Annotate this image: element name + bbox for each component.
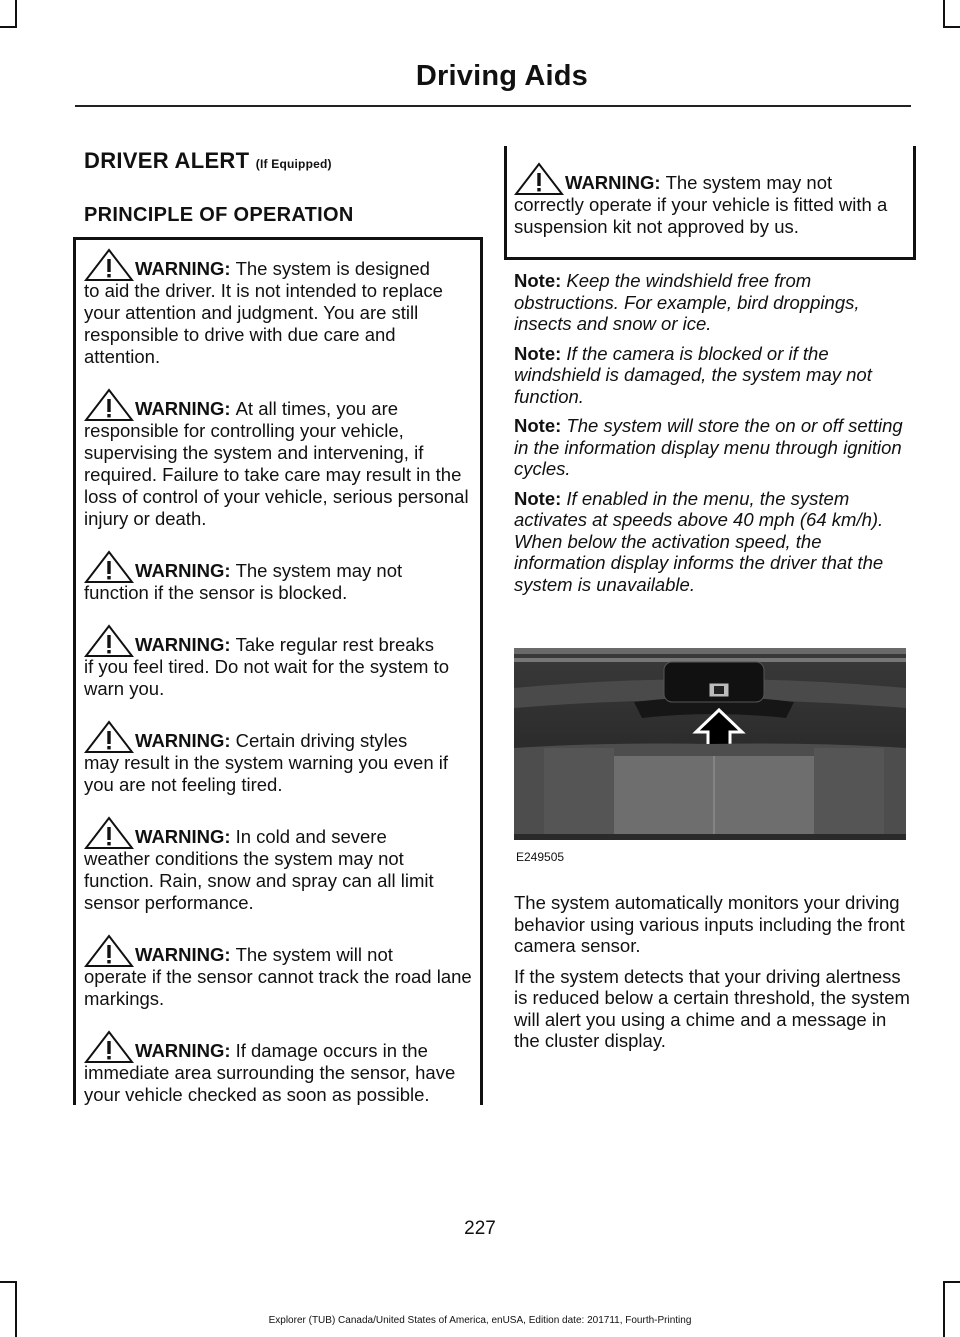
warning-label: WARNING:: [135, 634, 231, 655]
warning-triangle-icon: [84, 720, 134, 754]
warning-first-line: The system may not: [665, 172, 833, 193]
warning-triangle-icon: [84, 388, 134, 422]
warning-triangle-icon: [84, 624, 134, 658]
warning-text: to aid the driver. It is not intended to replace your attention and judgment. You are still responsible to drive with due care and attention.: [84, 280, 443, 367]
note-text: If enabled in the menu, the system activates at speeds above 40 mph (64 km/h). When below the activation speed, the information display informs the driver that the system is unavailable.: [514, 487, 884, 595]
warning-first-line: The system may not: [235, 560, 403, 581]
warning-text: if you feel tired. Do not wait for the system to warn you.: [84, 656, 450, 699]
warning-text: responsible for controlling your vehicle, supervising the system and intervening, if required. Failure to take care may result in the loss of control of your vehicle, serious personal injury or death.: [84, 420, 469, 529]
crop-mark: [943, 1281, 960, 1283]
warning-label: WARNING:: [135, 560, 231, 581]
warning-list: [84, 246, 476, 1124]
warning-first-line: Certain driving styles: [235, 730, 408, 751]
section-title-text: DRIVER ALERT: [84, 148, 250, 173]
subsection-title: PRINCIPLE OF OPERATION: [84, 204, 354, 226]
notes-list: [514, 270, 910, 603]
warning-text: correctly operate if your vehicle is fitted with a suspension kit not approved by us.: [514, 194, 888, 237]
warning-label: WARNING:: [135, 398, 231, 419]
warning-triangle-icon: [84, 248, 134, 282]
crop-mark: [0, 26, 17, 28]
warning-triangle-icon: [84, 934, 134, 968]
crop-mark: [943, 1281, 945, 1337]
note-label: Note:: [514, 487, 562, 509]
note-text: The system will store the on or off setting in the information display menu through ignition cycles.: [514, 415, 903, 479]
page-number: 227: [464, 1218, 496, 1239]
note-item: [514, 270, 910, 335]
warning-first-line: If damage occurs in the: [235, 1040, 428, 1061]
page-header-title: Driving Aids: [415, 60, 588, 92]
paragraph: The system automatically monitors your driving behavior using various inputs including the front camera sensor.: [514, 892, 905, 956]
crop-mark: [15, 0, 17, 28]
crop-mark: [943, 26, 960, 28]
warning-item: [84, 718, 476, 796]
crop-mark: [15, 1281, 17, 1337]
warning-triangle-icon: [84, 1030, 134, 1064]
note-label: Note:: [514, 415, 562, 436]
warning-item: [84, 814, 476, 914]
section-qualifier: (If Equipped): [255, 157, 332, 171]
warning-triangle-icon: [514, 162, 564, 196]
note-text: If the camera is blocked or if the windshield is damaged, the system may not function.: [514, 342, 872, 407]
figure-id: E249505: [516, 850, 565, 864]
body-text: [514, 892, 910, 1061]
warning-first-line: At all times, you are: [235, 398, 399, 419]
note-label: Note:: [514, 270, 562, 291]
warning-label: WARNING:: [135, 1040, 231, 1061]
warning-item: [84, 246, 476, 368]
section-title: [84, 148, 482, 174]
warning-item-right: [514, 160, 910, 238]
warning-item: [84, 548, 476, 604]
warning-text: may result in the system warning you even if you are not feeling tired.: [84, 752, 448, 795]
note-label: Note:: [514, 342, 562, 364]
note-text: Keep the windshield free from obstructions. For example, bird droppings, insects and snow or ice.: [514, 270, 860, 334]
warning-label: WARNING:: [135, 258, 231, 279]
warning-label: WARNING:: [135, 944, 231, 965]
warning-item: [84, 386, 476, 530]
warning-item: [84, 1028, 476, 1106]
crop-mark: [0, 1281, 17, 1283]
warning-label: WARNING:: [135, 730, 231, 751]
warning-label: WARNING:: [565, 172, 661, 193]
warning-text: operate if the sensor cannot track the road lane markings.: [84, 966, 472, 1009]
warning-item: [84, 932, 476, 1010]
warning-first-line: Take regular rest breaks: [235, 634, 435, 655]
warning-first-line: The system will not: [235, 944, 393, 965]
warning-first-line: The system is designed: [235, 258, 430, 279]
page-footer: Explorer (TUB) Canada/United States of America, enUSA, Edition date: 201711, Fourth-Printing: [268, 1315, 692, 1326]
crop-mark: [943, 0, 945, 28]
warning-item: [84, 622, 476, 700]
warning-first-line: In cold and severe: [235, 826, 387, 847]
header-rule: [75, 105, 911, 107]
note-item: [514, 488, 910, 596]
warning-triangle-icon: [84, 550, 134, 584]
section-heading: [84, 140, 482, 227]
warning-triangle-icon: [84, 816, 134, 850]
warning-item: [514, 160, 910, 238]
windshield-camera-illustration: [514, 648, 906, 840]
warning-text: immediate area surrounding the sensor, have your vehicle checked as soon as possible.: [84, 1062, 456, 1105]
note-item: [514, 343, 910, 408]
paragraph: If the system detects that your driving alertness is reduced below a certain threshold, the system will alert you using a chime and a message in the cluster display.: [514, 965, 910, 1051]
warning-text: function if the sensor is blocked.: [84, 582, 348, 603]
warning-label: WARNING:: [135, 826, 231, 847]
note-item: [514, 415, 910, 480]
camera-location-illustration: [514, 648, 906, 840]
warning-text: weather conditions the system may not function. Rain, snow and spray can all limit sensor performance.: [84, 848, 434, 913]
